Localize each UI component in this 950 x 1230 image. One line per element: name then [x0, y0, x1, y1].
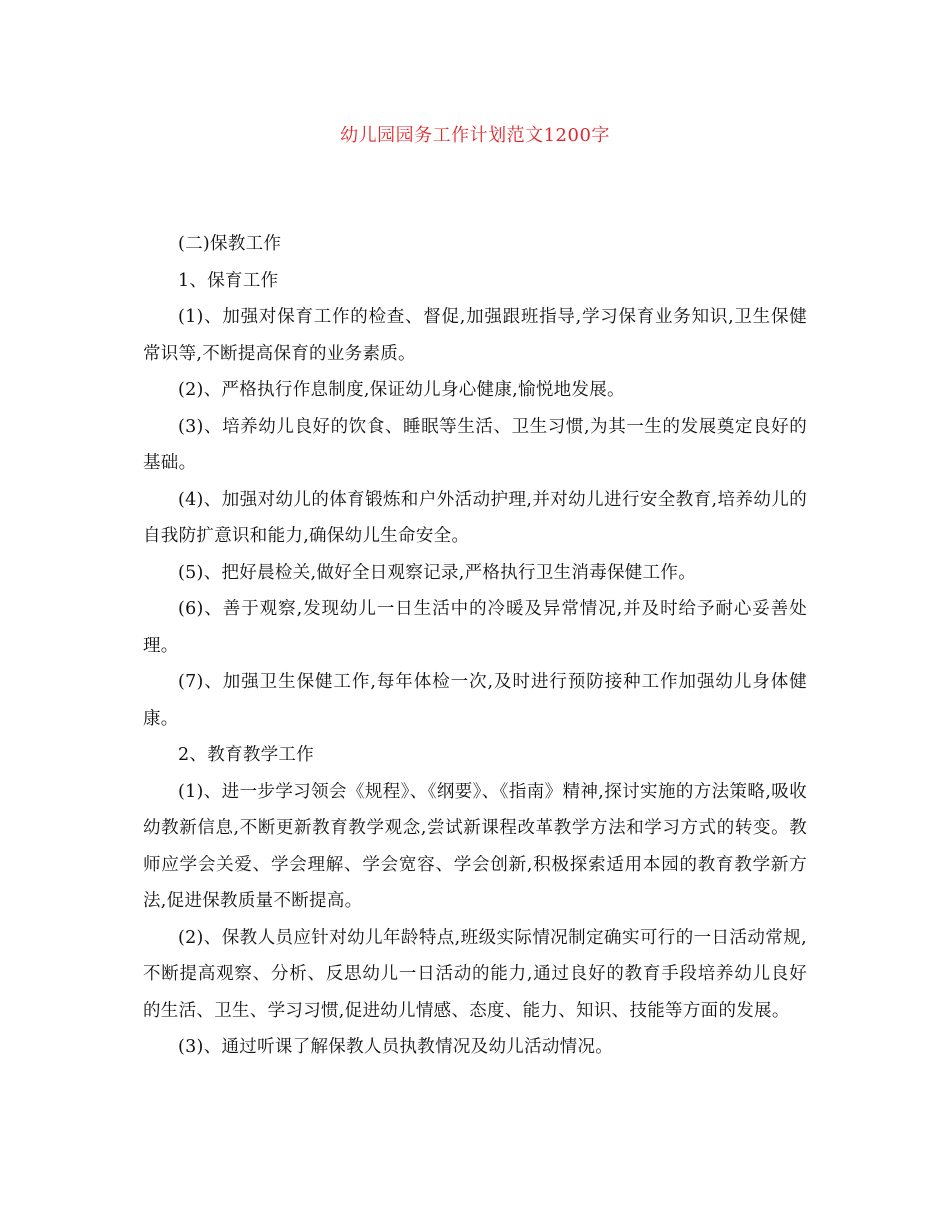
subsection-heading: 2、教育教学工作: [178, 745, 315, 765]
document-body: [143, 226, 807, 1066]
paragraph: (3)、培养幼儿良好的饮食、睡眠等生活、卫生习惯,为其一生的发展奠定良好的基础。: [143, 416, 807, 473]
paragraph: (6)、善于观察,发现幼儿一日生活中的冷暖及异常情况,并及时给予耐心妥善处理。: [143, 599, 807, 656]
subsection-heading: 1、保育工作: [178, 270, 279, 291]
paragraph: (5)、把好晨检关,做好全日观察记录,严格执行卫生消毒保健工作。: [178, 562, 697, 583]
document-title: 幼儿园园务工作计划范文1200字: [340, 125, 610, 146]
paragraph: (3)、通过听课了解保教人员执教情况及幼儿活动情况。: [178, 1037, 614, 1057]
section-heading: (二)保教工作: [178, 234, 282, 254]
paragraph: (1)、进一步学习领会《规程》、《纲要》、《指南》精神,探讨实施的方法策略,吸收幼教新信息,不断更新教育教学观念,尝试新课程改革教学方法和学习方式的转变。教师应学会关爱、学会理解、学会宽容、学会创新,积极探索适用本园的教育教学新方法,促进保教质量不断提高。: [143, 781, 807, 911]
paragraph: (2)、严格执行作息制度,保证幼儿身心健康,愉悦地发展。: [178, 380, 625, 400]
paragraph: (4)、加强对幼儿的体育锻炼和户外活动护理,并对幼儿进行安全教育,培养幼儿的自我防扩意识和能力,确保幼儿生命安全。: [143, 489, 807, 546]
paragraph: (1)、加强对保育工作的检查、督促,加强跟班指导,学习保育业务知识,卫生保健常识等,不断提高保育的业务素质。: [143, 307, 807, 364]
paragraph: (2)、保教人员应针对幼儿年龄特点,班级实际情况制定确实可行的一日活动常规,不断提高观察、分析、反思幼儿一日活动的能力,通过良好的教育手段培养幼儿良好的生活、卫生、学习习惯,促进幼儿情感、态度、能力、知识、技能等方面的发展。: [143, 927, 807, 1021]
paragraph: (7)、加强卫生保健工作,每年体检一次,及时进行预防接种工作加强幼儿身体健康。: [143, 672, 807, 729]
